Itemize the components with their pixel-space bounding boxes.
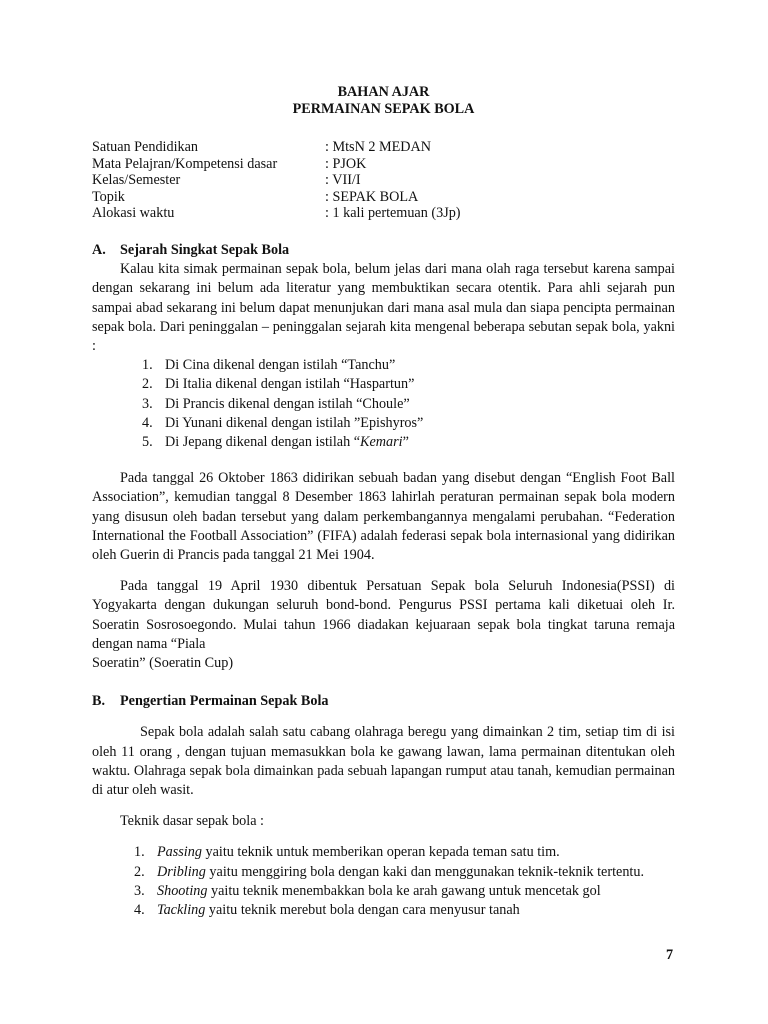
list-item [142,433,675,452]
list-number: 1. [142,357,153,374]
page-number: 7 [666,947,674,963]
meta-value: : PJOK [325,155,367,172]
metadata-table [92,139,675,222]
list-item [134,843,675,862]
list-number: 5. [142,434,153,450]
section-b-heading [92,692,675,711]
technique-desc: yaitu teknik untuk memberikan operan kepada teman satu tim. [201,844,560,861]
list-item [142,395,675,414]
meta-row [92,139,675,156]
meta-value: : VII/I [325,172,361,189]
list-number: 1. [134,844,145,861]
spacer [92,565,675,577]
meta-row [92,172,675,189]
technique-term: Shooting [157,882,208,899]
meta-row [92,205,675,222]
technique-list [92,843,675,920]
section-letter: B. [92,693,106,710]
section-a-heading [92,241,675,260]
section-title: Sejarah Singkat Sepak Bola [120,241,290,258]
meta-value: : 1 kali pertemuan (3Jp) [325,205,461,222]
list-item [142,414,675,433]
list-text: Di Italia dikenal dengan istilah “Haspartun” [165,376,415,393]
meta-row [92,189,675,206]
list-number: 3. [134,882,145,899]
meta-label: Mata Pelajran/Kompetensi dasar [92,155,278,172]
list-number: 2. [142,376,153,393]
technique-desc: yaitu teknik merebut bola dengan cara menyusur tanah [205,902,520,919]
list-text-end: ” [402,434,409,450]
list-text: Di Cina dikenal dengan istilah “Tanchu” [165,357,396,374]
list-item [142,356,675,375]
technique-desc: yaitu menggiring bola dengan kaki dan menggunakan teknik-teknik tertentu. [205,863,644,880]
history-list [92,356,675,452]
section-a-intro: Kalau kita simak permainan sepak bola, belum jelas dari mana olah raga tersebut karena sampai dengan sekarang ini belum ada literatur yang membuktikan secara otentik. Para ahli sejarah pun sampai abad sekarang ini belum dapat menunjukan dari mana asal mula dan siapa pencipta permainan sepak bola. Dari peninggalan – peninggalan sejarah kita mengenal beberapa sebutan sepak bola, yakni : [92,261,675,354]
list-text: Di Prancis dikenal dengan istilah “Choule” [165,395,410,412]
spacer [92,800,675,812]
list-number: 3. [142,395,153,412]
technique-desc: yaitu teknik menembakkan bola ke arah gawang untuk mencetak gol [207,882,601,899]
section-a-paragraph-pssi-end: Soeratin” (Soeratin Cup) [92,655,234,672]
meta-label: Topik [92,188,125,205]
list-number: 4. [142,414,153,431]
meta-row [92,156,675,173]
list-item [134,882,675,901]
list-item [134,863,675,882]
list-number: 2. [134,863,145,880]
list-text: Di Yunani dikenal dengan istilah ”Epishyros” [165,414,424,431]
spacer [92,452,675,469]
section-a-paragraph-pssi: Pada tanggal 19 April 1930 dibentuk Persatuan Sepak bola Seluruh Indonesia(PSSI) di Yogyakarta dengan dukungan seluruh bond-bond. Pengurus PSSI pertama kali diketuai oleh Ir. Soeratin Sosrosoegondo. Mulai tahun 1966 diadakan kejuaraan sepak bola tingkat taruna remaja dengan nama “Piala [92,578,675,652]
document-page [92,84,675,920]
list-number: 4. [134,902,145,919]
title-line-1: BAHAN AJAR [337,84,430,100]
section-b-paragraph: Sepak bola adalah salah satu cabang olahraga beregu yang dimainkan 2 tim, setiap tim di isi oleh 11 orang , dengan tujuan memasukkan bola ke gawang lawan, lama permainan ditentukan oleh waktu. Olahraga sepak bola dimainkan pada sebuah lapangan rumput atau tanah, kemudian permainan di atur oleh wasit. [92,724,675,799]
section-a-paragraph-fifa: Pada tanggal 26 Oktober 1863 didirikan sebuah badan yang disebut dengan “English Foot Ball Association”, kemudian tanggal 8 Desember 1863 lahirlah peraturan permainan sepak bola modern yang disusun oleh badan tersebut yang dalam perkembangannya mengalami perubahan. “Federation International the Football Association” (FIFA) adalah federasi sepak bola internasional yang didirikan oleh Guerin di Prancis pada tanggal 21 Mei 1904. [92,470,675,564]
meta-label: Kelas/Semester [92,172,181,189]
title-line-2: PERMAINAN SEPAK BOLA [292,101,475,117]
meta-value: : SEPAK BOLA [325,188,419,205]
spacer [92,711,675,723]
list-text-italic: Kemari [360,434,403,450]
teknik-intro: Teknik dasar sepak bola : [120,813,264,830]
list-item [134,901,675,920]
section-title: Pengertian Permainan Sepak Bola [120,693,329,710]
list-item [142,375,675,394]
section-letter: A. [92,241,106,258]
technique-term: Dribling [157,863,206,880]
meta-label: Alokasi waktu [92,205,175,222]
document-title [92,84,675,118]
technique-term: Passing [157,844,202,861]
meta-label: Satuan Pendidikan [92,139,198,155]
spacer [92,831,675,843]
list-text: Di Jepang dikenal dengan istilah “ [165,434,361,450]
technique-term: Tackling [157,902,206,919]
meta-value: : MtsN 2 MEDAN [325,139,432,155]
